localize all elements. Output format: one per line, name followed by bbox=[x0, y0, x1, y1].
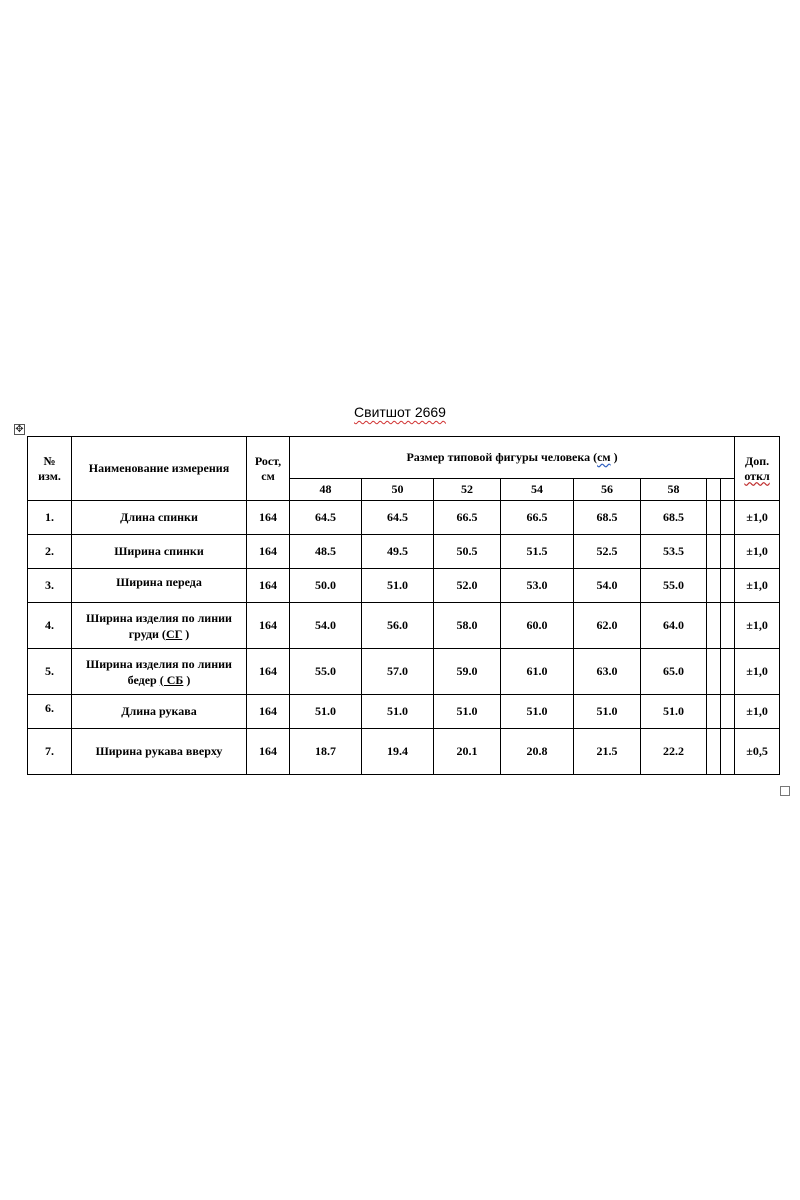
value-cell: 51.0 bbox=[290, 695, 362, 729]
value-cell: 66.5 bbox=[501, 501, 574, 535]
value-cell: 50.5 bbox=[434, 535, 501, 569]
value-cell: 54.0 bbox=[290, 603, 362, 649]
value-cell: 62.0 bbox=[574, 603, 641, 649]
row-tolerance: ±1,0 bbox=[735, 695, 780, 729]
value-cell: 51.0 bbox=[574, 695, 641, 729]
value-cell: 68.5 bbox=[641, 501, 707, 535]
value-cell: 63.0 bbox=[574, 649, 641, 695]
row-tolerance: ±1,0 bbox=[735, 603, 780, 649]
value-cell: 51.0 bbox=[501, 695, 574, 729]
value-cell: 19.4 bbox=[362, 729, 434, 775]
value-cell: 66.5 bbox=[434, 501, 501, 535]
value-cell: 59.0 bbox=[434, 649, 501, 695]
value-cell: 68.5 bbox=[574, 501, 641, 535]
header-tolerance: Доп. откл bbox=[735, 437, 780, 501]
document-title: Свитшот 2669 bbox=[354, 404, 446, 420]
value-cell: 53.0 bbox=[501, 569, 574, 603]
value-cell: 51.0 bbox=[362, 695, 434, 729]
value-cell: 50.0 bbox=[290, 569, 362, 603]
empty-cell bbox=[707, 501, 721, 535]
measurement-table bbox=[27, 436, 780, 775]
value-cell: 55.0 bbox=[290, 649, 362, 695]
size-cell: 58 bbox=[641, 479, 707, 501]
empty-cell bbox=[707, 729, 721, 775]
table-row bbox=[28, 729, 780, 775]
value-cell: 48.5 bbox=[290, 535, 362, 569]
row-name: Ширина переда bbox=[72, 569, 247, 603]
value-cell: 52.5 bbox=[574, 535, 641, 569]
value-cell: 54.0 bbox=[574, 569, 641, 603]
size-cell: 56 bbox=[574, 479, 641, 501]
empty-cell bbox=[721, 479, 735, 501]
empty-cell bbox=[707, 603, 721, 649]
row-height: 164 bbox=[247, 569, 290, 603]
row-number: 3. bbox=[28, 569, 72, 603]
header-name: Наименование измерения bbox=[72, 437, 247, 501]
row-tolerance: ±1,0 bbox=[735, 535, 780, 569]
row-number: 4. bbox=[28, 603, 72, 649]
value-cell: 49.5 bbox=[362, 535, 434, 569]
empty-cell bbox=[707, 479, 721, 501]
row-name: Длина спинки bbox=[72, 501, 247, 535]
empty-cell bbox=[721, 535, 735, 569]
value-cell: 53.5 bbox=[641, 535, 707, 569]
empty-cell bbox=[721, 649, 735, 695]
row-height: 164 bbox=[247, 649, 290, 695]
table-resize-icon[interactable] bbox=[780, 786, 790, 796]
size-cell: 52 bbox=[434, 479, 501, 501]
table-row bbox=[28, 695, 780, 729]
table-row bbox=[28, 603, 780, 649]
size-cell: 50 bbox=[362, 479, 434, 501]
header-height: Рост, см bbox=[247, 437, 290, 501]
row-number: 5. bbox=[28, 649, 72, 695]
row-number: 6. bbox=[28, 695, 72, 729]
table-move-icon[interactable]: ✥ bbox=[15, 424, 24, 435]
row-name: Ширина рукава вверху bbox=[72, 729, 247, 775]
value-cell: 57.0 bbox=[362, 649, 434, 695]
value-cell: 51.0 bbox=[362, 569, 434, 603]
value-cell: 55.0 bbox=[641, 569, 707, 603]
table-row bbox=[28, 649, 780, 695]
empty-cell bbox=[721, 603, 735, 649]
header-number: № изм. bbox=[28, 437, 72, 501]
value-cell: 61.0 bbox=[501, 649, 574, 695]
row-name: Ширина спинки bbox=[72, 535, 247, 569]
row-number: 7. bbox=[28, 729, 72, 775]
value-cell: 22.2 bbox=[641, 729, 707, 775]
row-height: 164 bbox=[247, 695, 290, 729]
row-tolerance: ±1,0 bbox=[735, 569, 780, 603]
table-row bbox=[28, 535, 780, 569]
row-height: 164 bbox=[247, 501, 290, 535]
row-name: Длина рукава bbox=[72, 695, 247, 729]
row-number: 1. bbox=[28, 501, 72, 535]
value-cell: 20.8 bbox=[501, 729, 574, 775]
value-cell: 58.0 bbox=[434, 603, 501, 649]
value-cell: 64.5 bbox=[290, 501, 362, 535]
empty-cell bbox=[707, 695, 721, 729]
row-number: 2. bbox=[28, 535, 72, 569]
row-name: Ширина изделия по линии груди (СГ ) bbox=[72, 603, 247, 649]
row-tolerance: ±0,5 bbox=[735, 729, 780, 775]
header-sizes-group: Размер типовой фигуры человека (см ) bbox=[290, 437, 735, 479]
value-cell: 60.0 bbox=[501, 603, 574, 649]
empty-cell bbox=[721, 695, 735, 729]
value-cell: 51.5 bbox=[501, 535, 574, 569]
row-tolerance: ±1,0 bbox=[735, 649, 780, 695]
empty-cell bbox=[707, 535, 721, 569]
empty-cell bbox=[721, 569, 735, 603]
value-cell: 20.1 bbox=[434, 729, 501, 775]
value-cell: 51.0 bbox=[641, 695, 707, 729]
value-cell: 51.0 bbox=[434, 695, 501, 729]
row-height: 164 bbox=[247, 729, 290, 775]
table-header-row bbox=[28, 437, 780, 479]
row-height: 164 bbox=[247, 603, 290, 649]
size-cell: 48 bbox=[290, 479, 362, 501]
row-tolerance: ±1,0 bbox=[735, 501, 780, 535]
row-name: Ширина изделия по линии бедер ( СБ ) bbox=[72, 649, 247, 695]
value-cell: 52.0 bbox=[434, 569, 501, 603]
table-row bbox=[28, 569, 780, 603]
value-cell: 56.0 bbox=[362, 603, 434, 649]
empty-cell bbox=[707, 649, 721, 695]
size-cell: 54 bbox=[501, 479, 574, 501]
value-cell: 65.0 bbox=[641, 649, 707, 695]
empty-cell bbox=[707, 569, 721, 603]
value-cell: 18.7 bbox=[290, 729, 362, 775]
table-row bbox=[28, 501, 780, 535]
value-cell: 64.5 bbox=[362, 501, 434, 535]
value-cell: 21.5 bbox=[574, 729, 641, 775]
value-cell: 64.0 bbox=[641, 603, 707, 649]
empty-cell bbox=[721, 501, 735, 535]
row-height: 164 bbox=[247, 535, 290, 569]
empty-cell bbox=[721, 729, 735, 775]
